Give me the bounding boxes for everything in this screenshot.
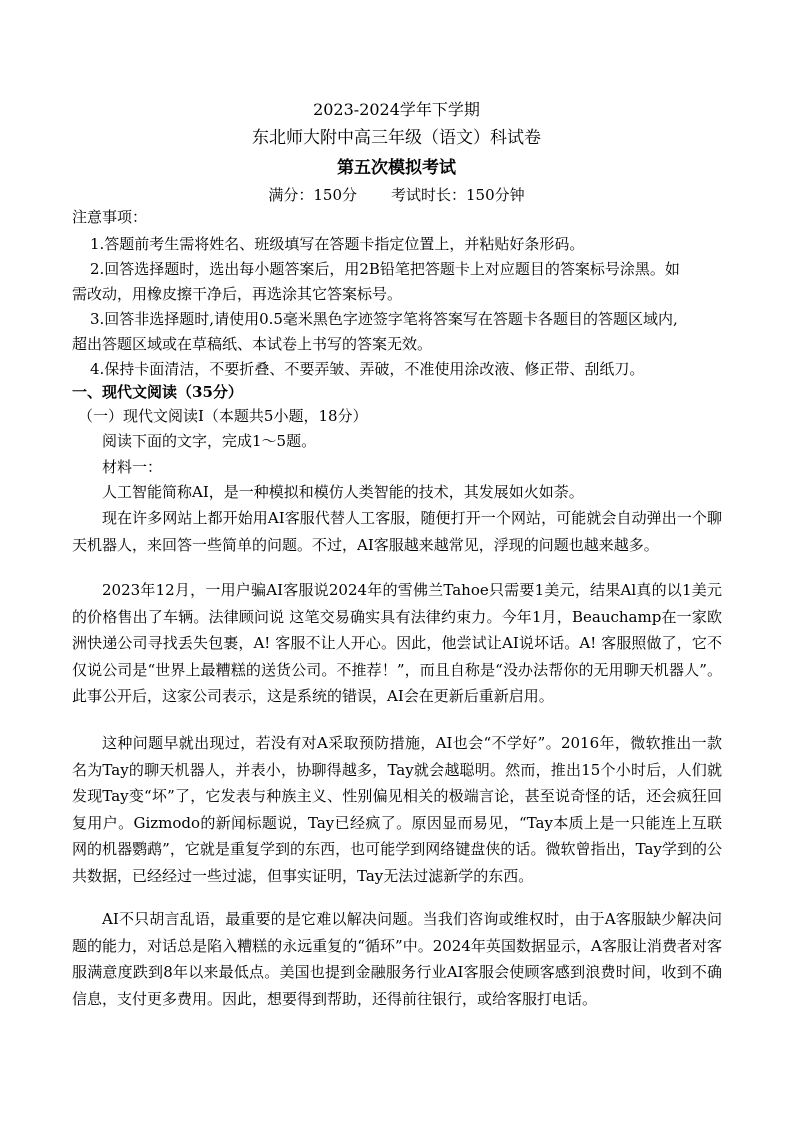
notes-item-4: 4.保持卡面清洁，不要折叠、不要弄皱、弄破，不准使用涂改液、修正带、刮纸刀。 — [90, 360, 645, 378]
exam-name: 第五次模拟考试 — [337, 158, 456, 178]
sub-section-heading: （一）现代文阅读Ⅰ（本题共5小题，18分） — [78, 407, 368, 425]
section-heading: 一、现代文阅读（35分） — [72, 383, 243, 401]
notes-item-2-line-1: 2.回答选择题时，选出每小题答案后，用2B铅笔把答题卡上对应题目的答案标号涂黑。如 — [90, 260, 680, 278]
exam-school-subject: 东北师大附中高三年级（语文）科试卷 — [252, 128, 541, 148]
exam-duration: 考试时长：150分钟 — [391, 186, 525, 204]
reading-instruction: 阅读下面的文字，完成1～5题。 — [102, 432, 317, 450]
notes-title: 注意事项： — [72, 208, 148, 226]
passage-paragraph-4: 这种问题早就出现过，若没有对A采取预防措施，AI也会“不学好”。2016年，微软推出一款名为Tay的聊天机器人，并表小，协聊得越多，Tay就会越聪明。然而，推出15个小时后，人们就发现Tay变“坏”了，它发表与种族主义、性别偏见相关的极端言论，甚至说奇怪的话，还会疯狂回复用户。Gizmodo的新闻标题说，Tay已经疯了。原因显而易见，“Tay本质上是一只能连上互联网的机器鹦鹉”，它就是重复学到的东西，也可能学到网络键盘侠的话。微软曾指出，Tay学到的公共数据，已经经过一些过滤，但事实证明，Tay无法过滤新学的东西。 — [72, 734, 722, 885]
notes-item-1: 1.答题前考生需将姓名、班级填写在答题卡指定位置上，并粘贴好条形码。 — [90, 235, 585, 253]
passage-paragraph-5: AI不只胡言乱语，最重要的是它难以解决问题。当我们咨询或维权时，由于A客服缺少解决问题的能力，对话总是陷入糟糕的永远重复的“循环”中。2024年英国数据显示，A客服让消费者对客服满意度跌到8年以来最低点。美国也提到金融服务行业AI客服会使顾客感到浪费时间，收到不确信息，支付更多费用。因此，想要得到帮助，还得前往银行，或给客服打电话。 — [72, 910, 722, 1008]
passage-paragraph-1: 人工智能简称AI，是一种模拟和模仿人类智能的技术，其发展如火如荼。 — [102, 483, 584, 501]
full-score: 满分：150分 — [268, 186, 357, 204]
exam-year: 2023-2024学年下学期 — [313, 100, 480, 119]
passage-paragraph-3: 2023年12月，一用户骗AI客服说2024年的雪佛兰Tahoe只需要1美元，结果Al真的以1美元的价格售出了车辆。法律顾问说 这笔交易确实具有法律约束力。今年1月，Beauchamp在一家欧洲快递公司寻找丢失包裹，A! 客服不让人开心。因此，他尝试让AI说坏话。A! 客服照做了，它不仅说公司是“世界上最糟糕的送货公司。不推荐！”，而且自称是“没办法帮你的无用聊天机器人”。此事公开后，这家公司表示，这是系统的错误，AI会在更新后重新启用。 — [72, 581, 722, 705]
notes-item-3-line-2: 超出答题区域或在草稿纸、本试卷上书写的答案无效。 — [72, 335, 433, 353]
exam-meta — [0, 185, 793, 205]
material-label: 材料一： — [102, 458, 163, 476]
notes-item-3-line-1: 3.回答非选择题时,请使用0.5毫米黑色字迹签字笔将答案写在答题卡各题目的答题区域内, — [90, 310, 678, 328]
passage-paragraph-2: 现在许多网站上都开始用AI客服代替人工客服，随便打开一个网站，可能就会自动弹出一个聊天机器人，来回答一些简单的问题。不过，AI客服越来越常见，浮现的问题也越来越多。 — [72, 509, 722, 554]
notes-item-2-line-2: 需改动，用橡皮擦干净后，再选涂其它答案标号。 — [72, 285, 403, 303]
